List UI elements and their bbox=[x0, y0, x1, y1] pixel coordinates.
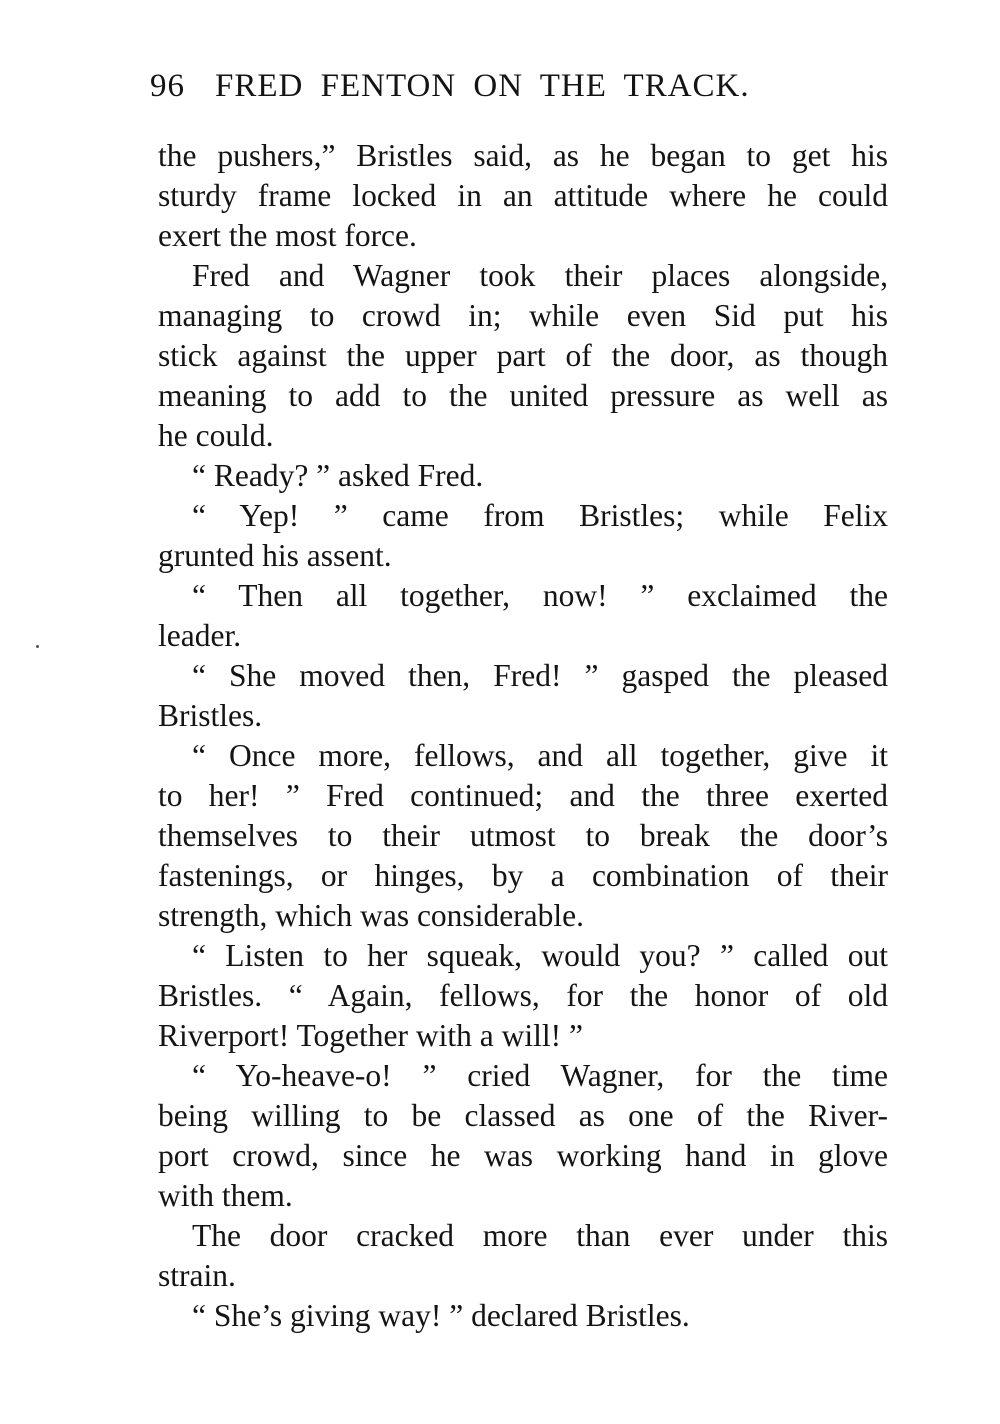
text-line: Bristles. bbox=[158, 698, 263, 733]
text-line: “ Once more, fellows, and all together, give it bbox=[192, 738, 888, 773]
book-title: FRED FENTON ON THE TRACK. bbox=[215, 68, 750, 104]
text-line: The door cracked more than ever under this bbox=[192, 1218, 888, 1253]
paragraph bbox=[158, 936, 888, 1056]
paragraph bbox=[158, 496, 888, 576]
text-line: “ She moved then, Fred! ” gasped the pleased bbox=[192, 658, 888, 693]
text-line: fastenings, or hinges, by a combination of their bbox=[158, 858, 888, 893]
text-line: he could. bbox=[158, 418, 274, 453]
text-line: “ Yo-heave-o! ” cried Wagner, for the time bbox=[192, 1058, 888, 1093]
text-line: with them. bbox=[158, 1178, 293, 1213]
text-line: “ Then all together, now! ” exclaimed the bbox=[192, 578, 888, 613]
paragraph bbox=[158, 256, 888, 456]
page-number: 96 bbox=[150, 68, 185, 104]
text-line: Riverport! Together with a will! ” bbox=[158, 1018, 583, 1053]
text-line: “ Ready? ” asked Fred. bbox=[192, 458, 484, 493]
text-line: stick against the upper part of the door, as though bbox=[158, 338, 888, 373]
text-line: Fred and Wagner took their places alongside, bbox=[192, 258, 888, 293]
paragraph bbox=[158, 456, 888, 496]
body-text bbox=[158, 136, 888, 1336]
stray-ink-mark bbox=[36, 645, 39, 648]
text-line: meaning to add to the united pressure as well as bbox=[158, 378, 888, 413]
text-line: to her! ” Fred continued; and the three exerted bbox=[158, 778, 888, 813]
paragraph bbox=[158, 136, 888, 256]
paragraph bbox=[158, 576, 888, 656]
text-line: themselves to their utmost to break the door’s bbox=[158, 818, 888, 853]
paragraph bbox=[158, 656, 888, 736]
text-line: “ Yep! ” came from Bristles; while Felix bbox=[192, 498, 888, 533]
text-line: sturdy frame locked in an attitude where he could bbox=[158, 178, 888, 213]
paragraph bbox=[158, 1216, 888, 1296]
text-line: “ She’s giving way! ” declared Bristles. bbox=[192, 1298, 690, 1333]
running-head bbox=[150, 68, 890, 114]
text-line: leader. bbox=[158, 618, 242, 653]
text-line: strength, which was considerable. bbox=[158, 898, 585, 933]
paragraph bbox=[158, 736, 888, 936]
text-line: strain. bbox=[158, 1258, 236, 1293]
paragraph bbox=[158, 1056, 888, 1216]
text-line: the pushers,” Bristles said, as he began to get his bbox=[158, 138, 888, 173]
text-line: Bristles. “ Again, fellows, for the honor of old bbox=[158, 978, 888, 1013]
text-line: being willing to be classed as one of the River- bbox=[158, 1098, 888, 1133]
text-line: exert the most force. bbox=[158, 218, 417, 253]
text-line: port crowd, since he was working hand in glove bbox=[158, 1138, 888, 1173]
text-line: “ Listen to her squeak, would you? ” called out bbox=[192, 938, 888, 973]
text-line: grunted his assent. bbox=[158, 538, 392, 573]
paragraph bbox=[158, 1296, 888, 1336]
text-line: managing to crowd in; while even Sid put his bbox=[158, 298, 888, 333]
